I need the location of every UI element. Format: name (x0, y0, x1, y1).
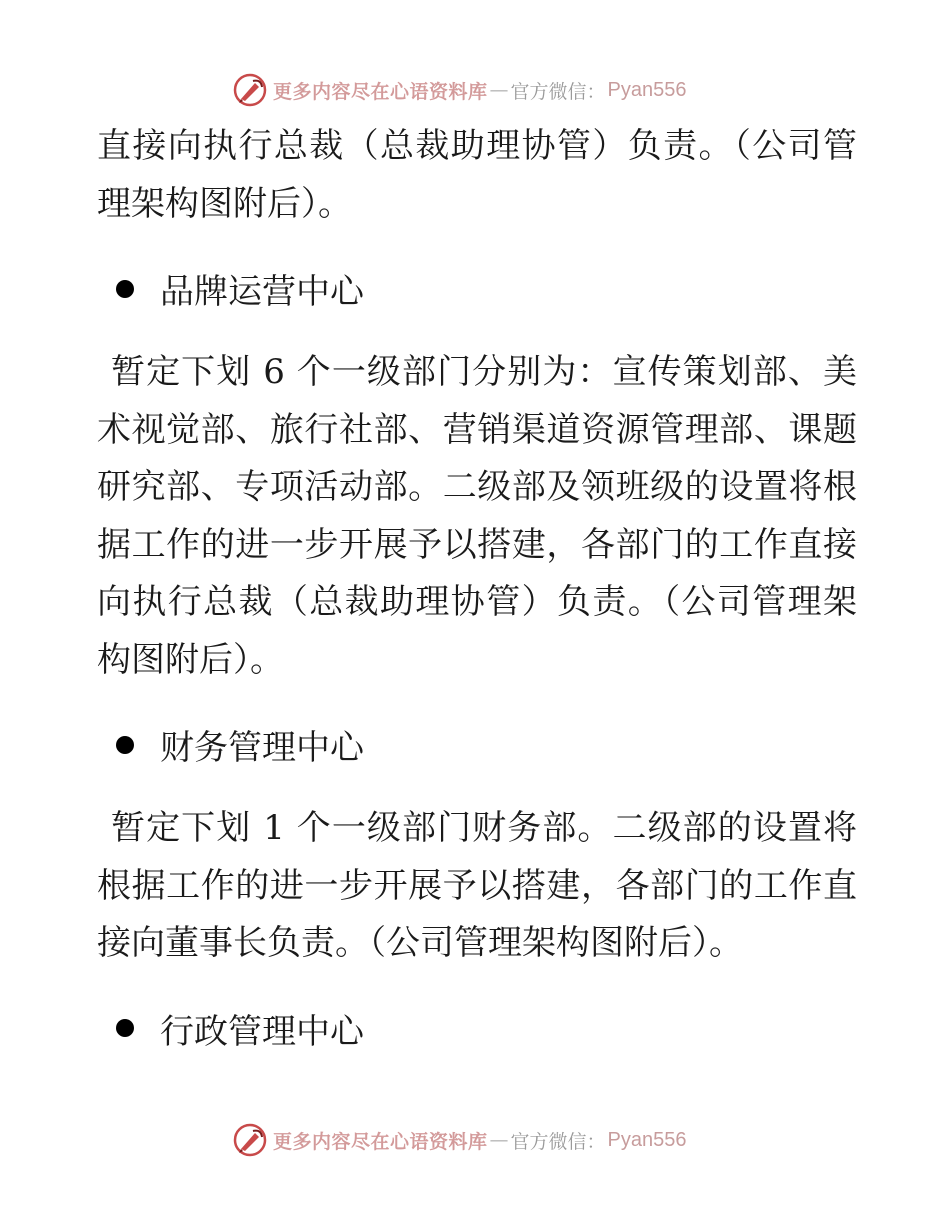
section-admin-management (97, 1000, 857, 1057)
watermark-brand-text: 更多内容尽在心语资料库 (273, 1130, 488, 1153)
header-watermark (233, 72, 687, 108)
section-finance-title: 财务管理中心 (160, 728, 364, 768)
watermark-wechat-id: Pyan556 (607, 78, 687, 101)
section-finance-management (97, 716, 857, 773)
brand-paragraph: 暂定下划 6 个一级部门分别为：宣传策划部、美术视觉部、旅行社部、营销渠道资源管理部、课题研究部、专项活动部。二级部及领班级的设置将根据工作的进一步开展予以搭建，各部门的工作直接向执行总裁（总裁助理协管）负责。（公司管理架构图附后）。 (97, 352, 857, 680)
intro-paragraph: 直接向执行总裁（总裁助理协管）负责。（公司管理架构图附后）。 (97, 126, 857, 224)
watermark-dash: — (489, 1129, 509, 1151)
section-brand-operations (97, 260, 857, 317)
watermark-wechat-id: Pyan556 (607, 1128, 687, 1151)
watermark-official-label: 官方微信： (510, 1130, 606, 1153)
bullet-icon (116, 736, 134, 754)
bullet-icon (116, 280, 134, 298)
watermark-official-label: 官方微信： (510, 80, 606, 103)
document-body (97, 118, 857, 1057)
footer-watermark (233, 1122, 687, 1158)
section-admin-title: 行政管理中心 (160, 1011, 364, 1052)
finance-paragraph: 暂定下划 1 个一级部门财务部。二级部的设置将根据工作的进一步开展予以搭建，各部门的工作直接向董事长负责。（公司管理架构图附后）。 (97, 808, 857, 963)
bullet-icon (116, 1019, 134, 1037)
pen-logo-icon (233, 1123, 267, 1157)
section-brand-title: 品牌运营中心 (160, 272, 364, 312)
watermark-dash: — (489, 79, 509, 101)
pen-logo-icon (233, 73, 267, 107)
watermark-brand-text: 更多内容尽在心语资料库 (273, 80, 488, 103)
